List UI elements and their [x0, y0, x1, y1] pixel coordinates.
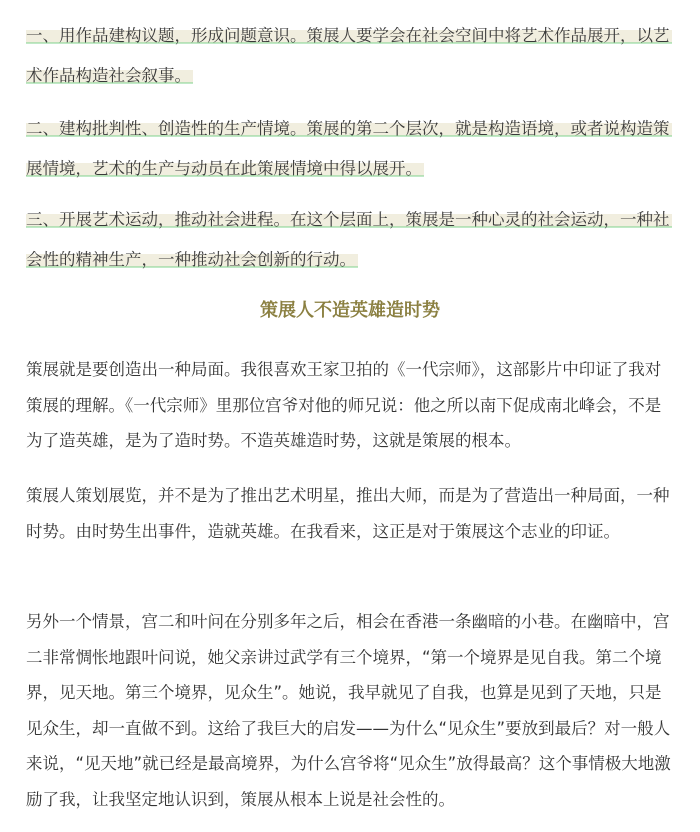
body-paragraph-2: 策展人策划展览，并不是为了推出艺术明星，推出大师，而是为了营造出一种局面，一种时势。由时势生出事件，造就英雄。在我看来，这正是对于策展这个志业的印证。	[26, 486, 670, 541]
highlighted-paragraph-3-text: 三、开展艺术运动，推动社会进程。在这个层面上，策展是一种心灵的社会运动，一种社会性的精神生产，一种推动社会创新的行动。	[26, 210, 670, 269]
body-paragraph-3: 另外一个情景，宫二和叶问在分别多年之后，相会在香港一条幽暗的小巷。在幽暗中，宫二非常惆怅地跟叶问说，她父亲讲过武学有三个境界，“第一个境界是见自我。第二个境界，见天地。第三个境界，见众生”。她说，我早就见了自我，也算是见到了天地，只是见众生，却一直做不到。这给了我巨大的启发——为什么“见众生”要放到最后？对一般人来说，“见天地”就已经是最高境界，为什么宫爷将“见众生”放得最高？这个事情极大地激励了我，让我坚定地认识到，策展从根本上说是社会性的。	[26, 612, 671, 809]
highlighted-paragraph-2-text: 二、建构批判性、创造性的生产情境。策展的第二个层次，就是构造语境，或者说构造策展情境，艺术的生产与动员在此策展情境中得以展开。	[26, 119, 670, 178]
highlighted-paragraph-2	[26, 109, 674, 189]
highlighted-paragraph-3	[26, 200, 674, 280]
section-heading: 策展人不造英雄造时势	[260, 300, 440, 321]
body-paragraph-1: 策展就是要创造出一种局面。我很喜欢王家卫拍的《一代宗师》，这部影片中印证了我对策展的理解。《一代宗师》里那位宫爷对他的师兄说：他之所以南下促成南北峰会，不是为了造英雄，是为了造时势。不造英雄造时势，这就是策展的根本。	[26, 360, 662, 450]
highlighted-paragraph-1	[26, 16, 674, 96]
highlighted-paragraph-1-text: 一、用作品建构议题，形成问题意识。策展人要学会在社会空间中将艺术作品展开，以艺术作品构造社会叙事。	[26, 26, 670, 85]
